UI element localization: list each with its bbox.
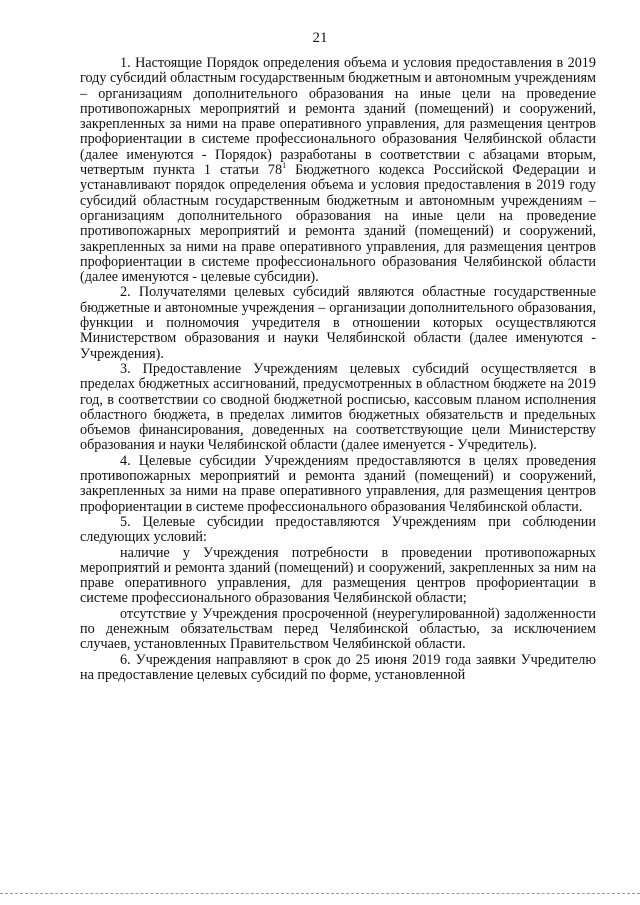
condition-1: наличие у Учреждения потребности в проведении противопожарных мероприятий и ремонта зданий (помещений) и сооружений, закрепленных за ним на праве оперативного управления, для размещения центров профориентации в системе профессионального образования Челябинской области; xyxy=(80,544,596,607)
paragraph-1-text: 1. Настоящие Порядок определения объема и условия предоставления в 2019 году субсидий областным государственным бюджетным и автономным учреждениям – организациям дополнительного образования на иные цели на проведение противопожарных мероприятий и ремонта зданий (помещений) и сооружений, закрепленных за ними на праве оперативного управления, для размещения центров профориентации в системе профессионального образования Челябинской области (далее именуются - Порядок) разработаны в соответствии с абзацами вторым, четвертым пункта 1 статьи 78 xyxy=(80,55,596,179)
condition-2: отсутствие у Учреждения просроченной (неурегулированной) задолженности по денежным обязательствам перед Челябинской областью, за исключением случаев, установленных Правительством Челябинской области. xyxy=(80,605,596,653)
paragraph-1-text-continued: Бюджетного кодекса Российской Федерации и устанавливают порядок определения объема и условия предоставления в 2019 году субсидий областным государственным бюджетным и автономным учреждениям – организациям дополнительного образования на иные цели на проведение противопожарных мероприятий и ремонта зданий (помещений) и сооружений, закрепленных за ними на праве оперативного управления, для размещения центров профориентации в системе профессионального образования Челябинской области (далее именуются - целевые субсидии). xyxy=(80,162,597,286)
paragraph-4: 4. Целевые субсидии Учреждениям предоставляются в целях проведения противопожарных мероприятий и ремонта зданий (помещений) и сооружений, закрепленных за ними на праве оперативного управления, для размещения центров профориентации в системе профессионального образования Челябинской области. xyxy=(80,452,596,515)
page-bottom-divider xyxy=(0,893,640,894)
document-body xyxy=(80,56,596,683)
paragraph-5: 5. Целевые субсидии предоставляются Учреждениям при соблюдении следующих условий: xyxy=(80,513,596,546)
footnote-superscript: 1 xyxy=(282,161,287,171)
page-number: 21 xyxy=(312,30,328,46)
paragraph-6: 6. Учреждения направляют в срок до 25 июня 2019 года заявки Учредителю на предоставление целевых субсидий по форме, установленной xyxy=(80,651,596,683)
paragraph-3: 3. Предоставление Учреждениям целевых субсидий осуществляется в пределах бюджетных ассигнований, предусмотренных в областном бюджете на 2019 год, в соответствии со сводной бюджетной росписью, кассовым планом исполнения областного бюджета, в пределах лимитов бюджетных обязательств и предельных объемов финансирования, доведенных на соответствующие цели Министерству образования и науки Челябинской области (далее именуется - Учредитель). xyxy=(80,360,596,454)
paragraph-2: 2. Получателями целевых субсидий являются областные государственные бюджетные и автономные учреждения – организации дополнительного образования, функции и полномочия учредителя в отношении которых осуществляются Министерством образования и науки Челябинской области (далее именуются - Учреждения). xyxy=(80,284,596,362)
paragraph-1 xyxy=(80,56,596,285)
